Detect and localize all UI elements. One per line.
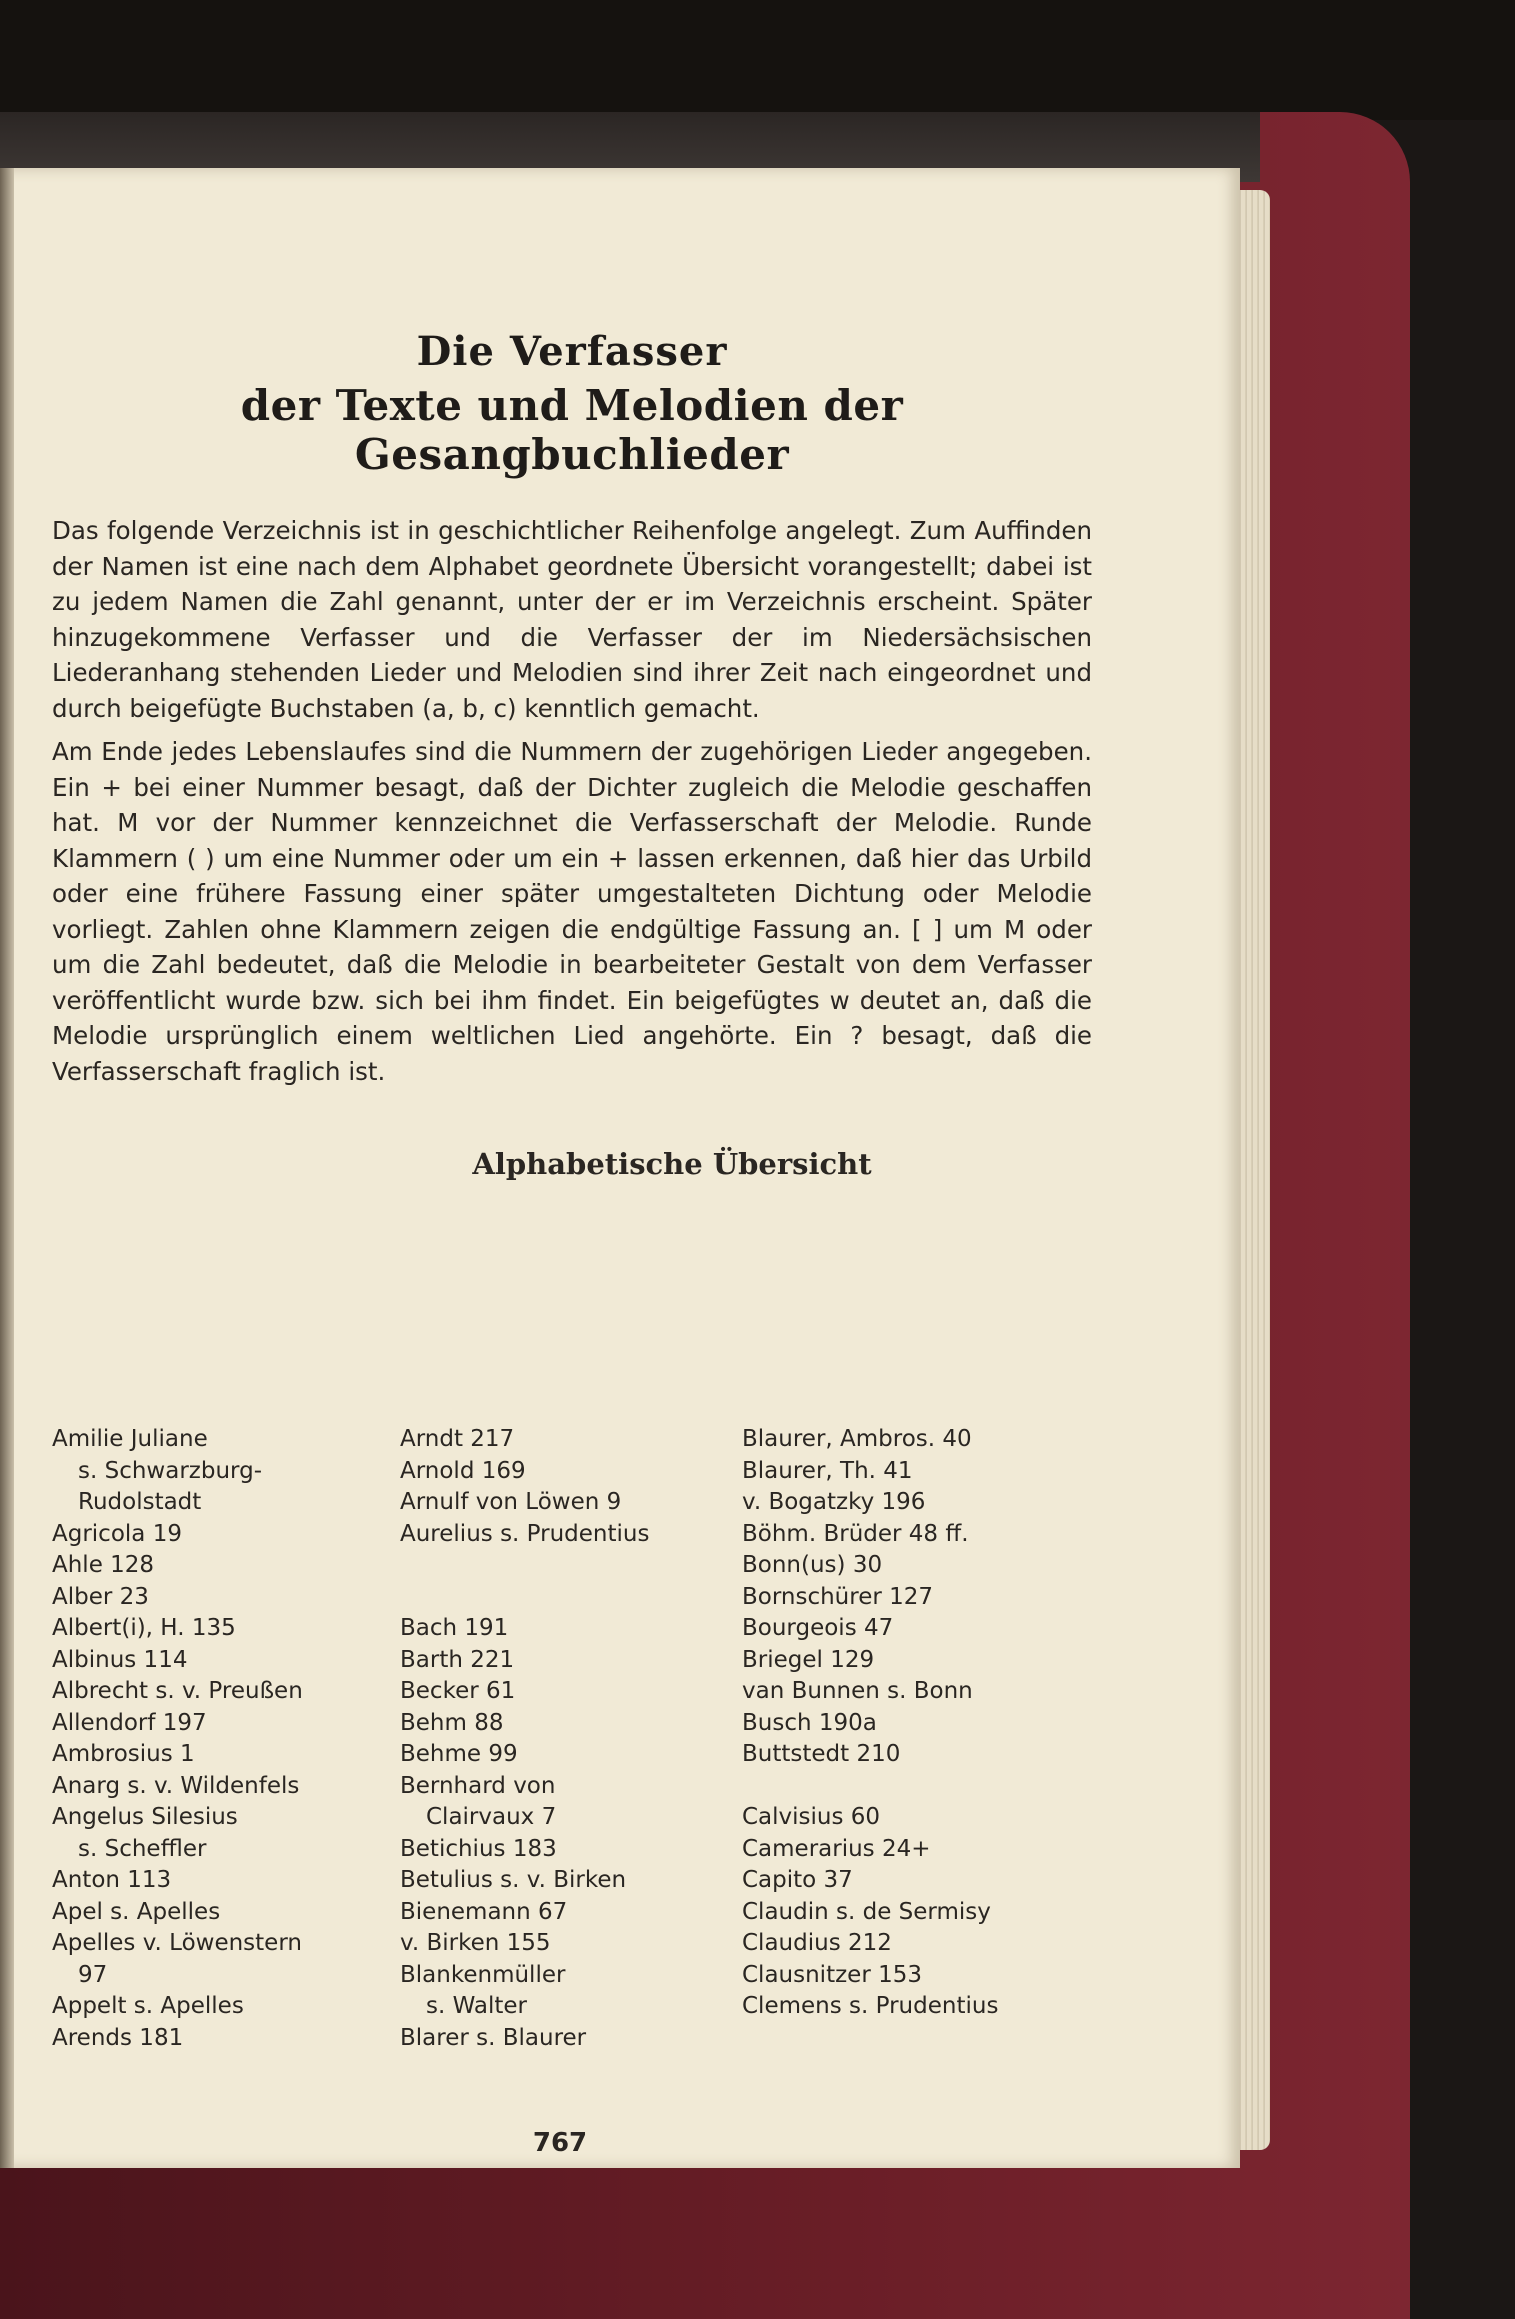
intro-text <box>52 513 1092 1089</box>
index-entry: s. Scheffler <box>78 1835 207 1862</box>
index-entry: Bourgeois 47 <box>742 1615 894 1641</box>
index-entry: Agricola 19 <box>52 1520 182 1547</box>
index-entry: Aurelius s. Prudentius <box>400 1520 650 1547</box>
index-entry: Camerarius 24+ <box>742 1835 931 1862</box>
index-entry: Briegel 129 <box>742 1646 875 1673</box>
page-gutter-edge <box>0 168 14 2168</box>
index-entry: Claudius 212 <box>742 1930 892 1956</box>
index-spacer <box>400 1550 730 1582</box>
index-entry: Angelus Silesius <box>52 1804 238 1830</box>
index-entry: v. Bogatzky 196 <box>742 1489 926 1515</box>
index-entry: Albinus 114 <box>52 1646 188 1673</box>
index-entry: Buttstedt 210 <box>742 1741 901 1767</box>
index-entry: Arnulf von Löwen 9 <box>400 1489 622 1515</box>
index-entry: Albert(i), H. 135 <box>52 1615 236 1641</box>
index-entry: 97 <box>78 1961 108 1988</box>
index-entry: Clemens s. Prudentius <box>742 1993 999 2019</box>
index-entry: v. Birken 155 <box>400 1930 551 1956</box>
index-entry: Apel s. Apelles <box>52 1898 221 1925</box>
index-entry: Clairvaux 7 <box>426 1804 557 1830</box>
book-page <box>0 168 1240 2168</box>
index-entry: Blarer s. Blaurer <box>400 2024 587 2051</box>
index-column-3 <box>742 1424 1082 2023</box>
index-entry: Rudolstadt <box>78 1489 202 1515</box>
index-entry: Betichius 183 <box>400 1835 557 1862</box>
index-entry: Bach 191 <box>400 1615 509 1641</box>
index-entry: Becker 61 <box>400 1678 516 1704</box>
page-number: 767 <box>532 2128 588 2158</box>
index-spacer <box>742 1771 1082 1803</box>
index-entry: Blankenmüller <box>400 1961 566 1988</box>
index-entry: Clausnitzer 153 <box>742 1961 922 1988</box>
intro-paragraph-1: Das folgende Verzeichnis ist in geschichtlicher Reihenfolge angelegt. Zum Auffinden der Namen ist eine nach dem Alphabet geordnete Übersicht vorangestellt; dabei ist zu jedem Namen die Zahl genannt, unter der er im Verzeichnis erscheint. Später hinzugekommene Verfasser und die Verfasser der im Niedersächsischen Liederanhang stehenden Lieder und Melodien sind ihrer Zeit nach eingeordnet und durch beigefügte Buchstaben (a, b, c) kenntlich gemacht. <box>52 516 1092 723</box>
index-entry: s. Schwarzburg- <box>78 1457 262 1484</box>
index-entry: Apelles v. Löwenstern <box>52 1930 302 1956</box>
index-entry: Bonn(us) 30 <box>742 1552 883 1578</box>
index-entry: Blaurer, Th. 41 <box>742 1457 913 1484</box>
index-entry: Ahle 128 <box>52 1552 155 1578</box>
page-content <box>52 328 1092 2051</box>
index-entry: Böhm. Brüder 48 ff. <box>742 1520 969 1547</box>
index-entry: Behme 99 <box>400 1741 518 1767</box>
index-entry: Betulius s. v. Birken <box>400 1867 627 1893</box>
background <box>0 0 1515 120</box>
index-entry: Anton 113 <box>52 1867 172 1893</box>
index-entry: Arnold 169 <box>400 1457 526 1484</box>
index-column-2 <box>400 1424 730 2054</box>
index-entry: Anarg s. v. Wildenfels <box>52 1772 300 1799</box>
index-column-1 <box>52 1424 332 2054</box>
index-entry: Calvisius 60 <box>742 1804 881 1830</box>
index-entry: Bienemann 67 <box>400 1898 568 1925</box>
index-entry: Barth 221 <box>400 1646 515 1673</box>
index-entry: Arndt 217 <box>400 1426 515 1452</box>
index-entry: Albrecht s. v. Preußen <box>52 1678 303 1704</box>
page-title: Die Verfasser <box>416 328 728 375</box>
index-heading: Alphabetische Übersicht <box>472 1147 872 1181</box>
index-entry: Amilie Juliane <box>52 1426 208 1452</box>
index-entry: Behm 88 <box>400 1709 504 1736</box>
index-entry: Allendorf 197 <box>52 1709 207 1736</box>
intro-paragraph-2: Am Ende jedes Lebenslaufes sind die Nummern der zugehörigen Lieder angegeben. Ein + bei einer Nummer besagt, daß der Dichter zugleich die Melodie geschaffen hat. M vor der Nummer kennzeichnet die Verfasserschaft der Melodie. Runde Klammern ( ) um eine Nummer oder um ein + lassen erkennen, daß hier das Urbild oder eine frühere Fassung einer später umgestalteten Dichtung oder Melodie vorliegt. Zahlen ohne Klammern zeigen die endgültige Fassung an. [ ] um M oder um die Zahl bedeutet, daß die Melodie in bearbeiteter Gestalt von dem Verfasser veröffentlicht wurde bzw. sich bei ihm findet. Ein beigefügtes w deutet an, daß die Melodie ursprünglich einem weltlichen Lied angehörte. Ein ? besagt, daß die Verfasserschaft fraglich ist. <box>52 737 1092 1086</box>
index-entry: Arends 181 <box>52 2024 184 2051</box>
index-entry: Claudin s. de Sermisy <box>742 1898 991 1925</box>
index-entry: Busch 190a <box>742 1709 877 1736</box>
index-entry: Bernhard von <box>400 1772 556 1799</box>
index-spacer <box>400 1582 730 1614</box>
index-entry: Alber 23 <box>52 1583 149 1610</box>
page-subtitle: der Texte und Melodien der Gesangbuchlieder <box>240 381 904 479</box>
index-entry: Capito 37 <box>742 1867 853 1893</box>
index-entry: Blaurer, Ambros. 40 <box>742 1426 972 1452</box>
index-entry: Ambrosius 1 <box>52 1741 195 1767</box>
index-entry: Appelt s. Apelles <box>52 1993 244 2019</box>
index-entry: Bornschürer 127 <box>742 1583 934 1610</box>
index-entry: van Bunnen s. Bonn <box>742 1678 973 1704</box>
index-entry: s. Walter <box>426 1993 527 2019</box>
